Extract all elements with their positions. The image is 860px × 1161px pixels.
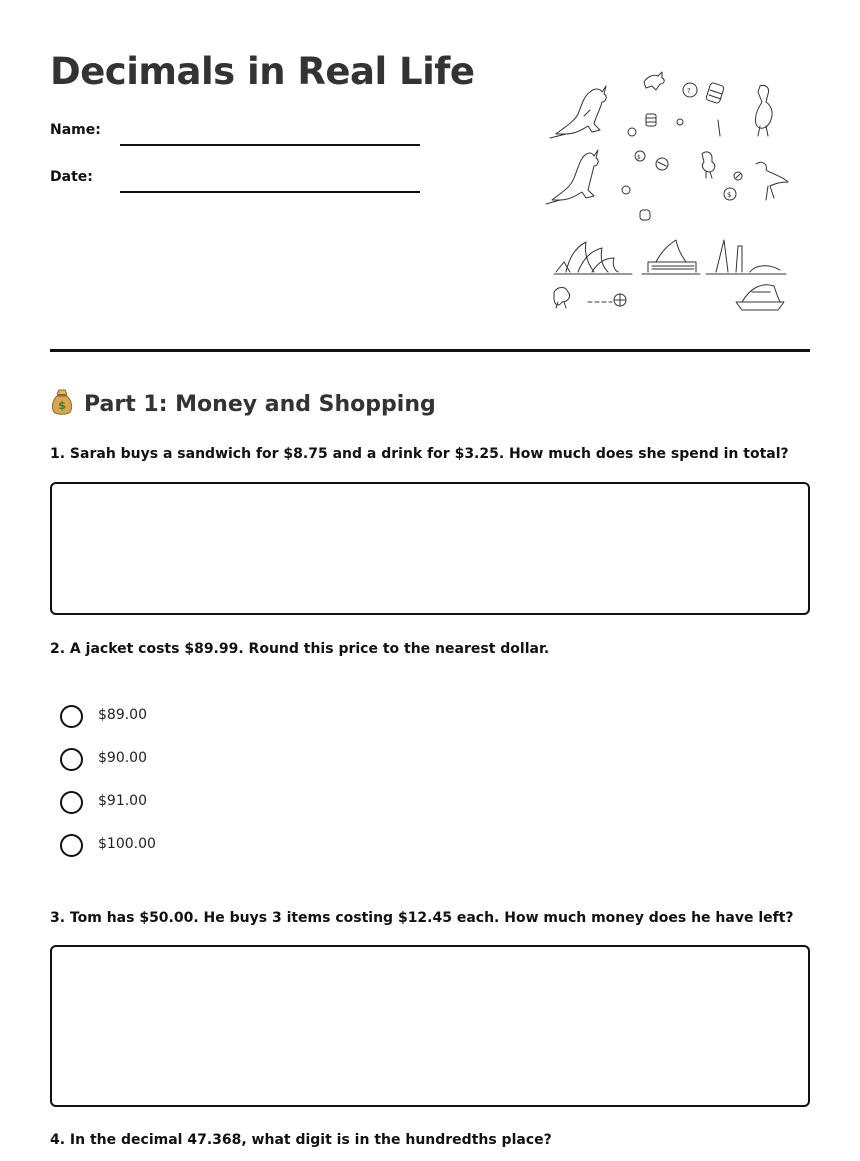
option-label: $100.00 bbox=[98, 836, 156, 852]
question-2-option[interactable] bbox=[60, 791, 260, 834]
option-label: $91.00 bbox=[98, 793, 147, 809]
boat-doodle bbox=[736, 285, 784, 310]
option-label: $90.00 bbox=[98, 750, 147, 766]
date-label: Date: bbox=[50, 169, 93, 185]
part-1-heading-text: Part 1: Money and Shopping bbox=[84, 392, 436, 417]
name-label: Name: bbox=[50, 122, 101, 138]
kangaroo-doodle bbox=[546, 150, 598, 204]
question-1-text: 1. Sarah buys a sandwich for $8.75 and a drink for $3.25. How much does she spend in total? bbox=[50, 446, 789, 462]
date-field bbox=[50, 163, 420, 193]
australia-clipart-illustration bbox=[544, 66, 794, 316]
worksheet-page bbox=[50, 0, 810, 1148]
option-label: $89.00 bbox=[98, 707, 147, 723]
date-line[interactable] bbox=[120, 191, 420, 193]
radio-button[interactable] bbox=[60, 791, 83, 814]
question-2-option[interactable] bbox=[60, 705, 260, 748]
radio-button[interactable] bbox=[60, 705, 83, 728]
question-2-options bbox=[60, 705, 260, 877]
name-line[interactable] bbox=[120, 144, 420, 146]
radio-button[interactable] bbox=[60, 834, 83, 857]
question-4-text: 4. In the decimal 47.368, what digit is in the hundredths place? bbox=[50, 1132, 552, 1148]
question-2-option[interactable] bbox=[60, 834, 260, 877]
section-divider bbox=[50, 349, 810, 352]
svg-text:?: ? bbox=[687, 87, 691, 95]
svg-text:$: $ bbox=[58, 399, 66, 412]
radio-button[interactable] bbox=[60, 748, 83, 771]
part-1-heading bbox=[50, 388, 436, 417]
question-3-text: 3. Tom has $50.00. He buys 3 items costing $12.45 each. How much money does he have left? bbox=[50, 910, 794, 926]
money-bag-icon bbox=[50, 388, 74, 416]
svg-text:$: $ bbox=[637, 154, 641, 161]
kangaroo-doodle bbox=[550, 86, 606, 138]
worksheet-header bbox=[50, 0, 810, 340]
emu-doodle bbox=[702, 152, 715, 178]
svg-text:$: $ bbox=[727, 191, 732, 199]
name-field bbox=[50, 116, 420, 146]
stork-doodle bbox=[756, 162, 788, 200]
sydney-skyline-doodle bbox=[554, 240, 786, 274]
question-3-answer-box[interactable] bbox=[50, 945, 810, 1107]
question-2-option[interactable] bbox=[60, 748, 260, 791]
worksheet-title: Decimals in Real Life bbox=[50, 50, 475, 93]
question-2-text: 2. A jacket costs $89.99. Round this price to the nearest dollar. bbox=[50, 641, 550, 657]
bird-doodle bbox=[755, 85, 772, 136]
question-1-answer-box[interactable] bbox=[50, 482, 810, 615]
